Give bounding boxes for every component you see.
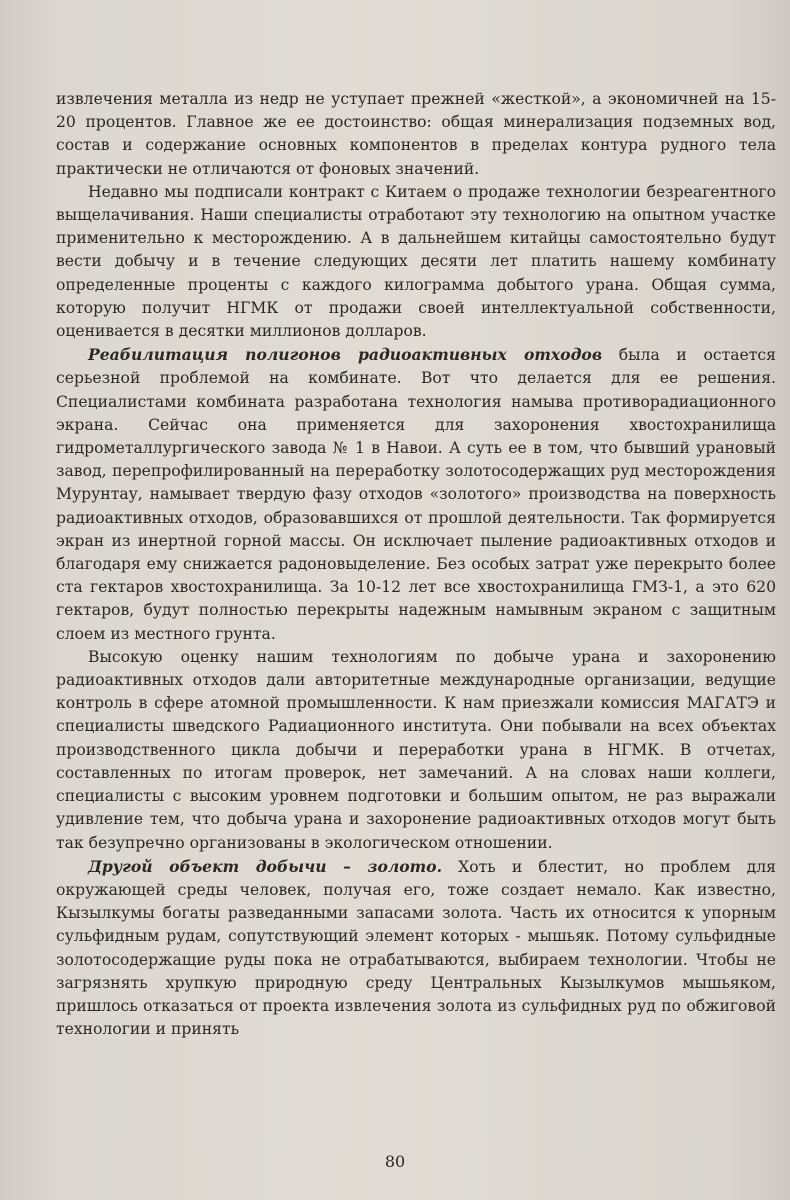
page-body	[56, 88, 776, 1041]
paragraph-rehabilitation	[56, 343, 776, 646]
paragraph-gold	[56, 855, 776, 1042]
gold-text: Хоть и блестит, но проблем для окружающей среды человек, получая его, тоже создает немало. Как известно, Кызылкумы богаты разведанными запасами золота. Часть их относится к упорным сульфидным рудам, сопутствующий элемент которых - мышьяк. Потому сульфидные золотосодержащие руды пока не отрабатываются, выбираем технологии. Чтобы не загрязнять хрупкую природную среду Центральных Кызылкумов мышьяком, пришлось отказаться от проекта извлечения золота из сульфидных руд по обжиговой технологии и принять	[56, 857, 776, 1039]
page-number: 80	[384, 1152, 406, 1171]
paragraph-4: Высокую оценку нашим технологиям по добыче урана и захоронению радиоактивных отходов дали авторитетные международные организации, ведущие контроль в сфере атомной промышленности. К нам приезжали комиссия МАГАТЭ и специалисты шведского Радиационного института. Они побывали на всех объектах производственного цикла добычи и переработки урана в НГМК. В отчетах, составленных по итогам проверок, нет замечаний. А на словах наши коллеги, специалисты с высоким уровнем подготовки и большим опытом, не раз выражали удивление тем, что добыча урана и захоронение радиоактивных отходов могут быть так безупречно организованы в экологическом отношении.	[56, 647, 776, 852]
paragraph-1: извлечения металла из недр не уступает прежней «жесткой», а экономичней на 15-20 процентов. Главное же ее достоинство: общая минерализация подземных вод, состав и содержание основных компонентов в пределах контура рудного тела практически не отличаются от фоновых значений.	[56, 90, 776, 178]
paragraph-2: Недавно мы подписали контракт с Китаем о продаже технологии безреагентного выщелачивания. Наши специалисты отработают эту технологию на опытном участке применительно к месторождению. А в дальнейшем китайцы самостоятельно будут вести добычу и в течение следующих десяти лет платить нашему комбинату определенные проценты с каждого килограмма добытого урана. Общая сумма, которую получит НГМК от продажи своей интеллектуальной собственности, оценивается в десятки миллионов долларов.	[56, 182, 776, 341]
rehabilitation-text: была и остается серьезной проблемой на комбинате. Вот что делается для ее решения. Специалистами комбината разработана технология намыва противорадиационного экрана. Сейчас она применяется для захоронения хвостохранилища гидрометаллургического завода № 1 в Навои. А суть ее в том, что бывший урановый завод, перепрофилированный на переработку золотосодержащих руд месторождения Мурунтау, намывает твердую фазу отходов «золотого» производства на поверхность радиоактивных отходов, образовавшихся от прошлой деятельности. Так формируется экран из инертной горной массы. Он исключает пыление радиоактивных отходов и благодаря ему снижается радоновыделение. Без особых затрат уже перекрыто более ста гектаров хвостохранилища. За 10-12 лет все хвостохранилища ГМЗ-1, а это 620 гектаров, будут полностью перекрыты надежным намывным экраном с защитным слоем из местного грунта.	[56, 346, 776, 643]
gold-heading: Другой объект добычи – золото.	[88, 856, 443, 876]
rehabilitation-heading: Реабилитация полигонов радиоактивных отходов	[88, 345, 603, 365]
